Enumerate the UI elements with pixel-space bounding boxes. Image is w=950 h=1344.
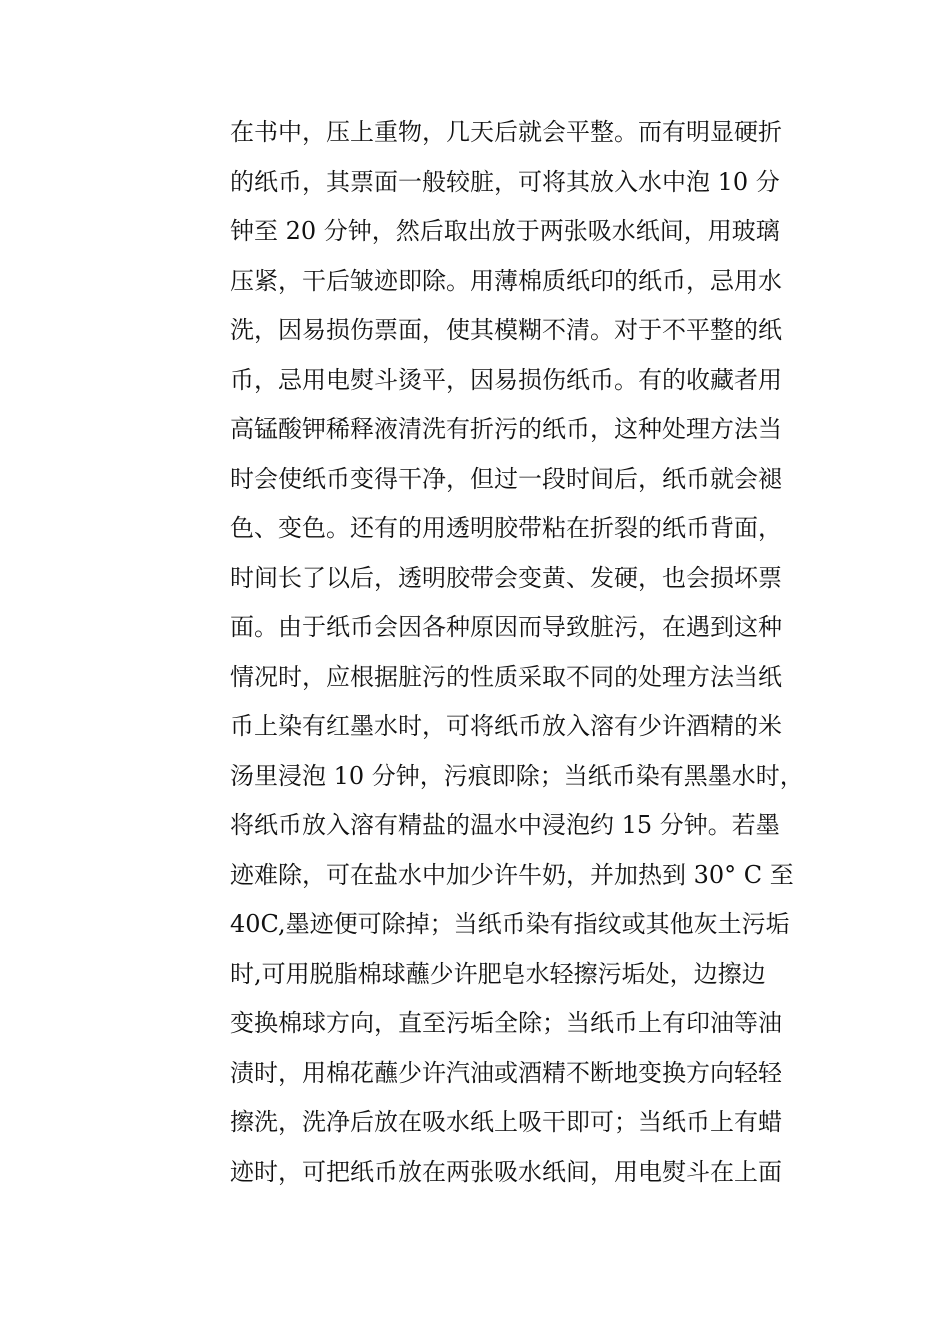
text-line-9: 色、变色。还有的用透明胶带粘在折裂的纸币背面， <box>230 514 782 542</box>
text-line-1: 在书中，压上重物，几天后就会平整。而有明显硬折 <box>230 118 782 146</box>
text-line-14: 汤里浸泡 10 分钟，污痕即除；当纸币染有黑墨水时， <box>230 761 804 790</box>
text-line-20: 渍时，用棉花蘸少许汽油或酒精不断地变换方向轻轻 <box>230 1058 782 1087</box>
text-line-4: 压紧，干后皱迹即除。用薄棉质纸印的纸币，忌用水 <box>230 266 782 295</box>
text-line-2: 的纸币，其票面一般较脏，可将其放入水中泡 10 分 <box>230 167 780 196</box>
text-line-15: 将纸币放入溶有精盐的温水中浸泡约 15 分钟。若墨 <box>230 811 780 839</box>
text-line-3: 钟至 20 分钟，然后取出放于两张吸水纸间，用玻璃 <box>230 217 780 245</box>
text-line-19: 变换棉球方向，直至污垢全除；当纸币上有印油等油 <box>230 1009 782 1037</box>
text-line-7: 高锰酸钾稀释液清洗有折污的纸币，这种处理方法当 <box>230 415 782 443</box>
text-line-17: 40C,墨迹便可除掉；当纸币染有指纹或其他灰土污垢 <box>230 910 790 938</box>
text-line-18: 时,可用脱脂棉球蘸少许肥皂水轻擦污垢处，边擦边 <box>230 959 766 988</box>
text-line-10: 时间长了以后，透明胶带会变黄、发硬，也会损坏票 <box>230 563 782 592</box>
text-line-16: 迹难除，可在盐水中加少许牛奶，并加热到 30° C 至 <box>230 860 794 889</box>
text-line-11: 面。由于纸币会因各种原因而导致脏污，在遇到这种 <box>230 613 782 641</box>
text-line-13: 币上染有红墨水时，可将纸币放入溶有少许酒精的米 <box>230 712 782 740</box>
body-text <box>230 108 830 1197</box>
text-line-6: 币，忌用电熨斗烫平，因易损伤纸币。有的收藏者用 <box>230 365 782 394</box>
text-line-22: 迹时，可把纸币放在两张吸水纸间，用电熨斗在上面 <box>230 1157 782 1186</box>
text-line-21: 擦洗，洗净后放在吸水纸上吸干即可；当纸币上有蜡 <box>230 1108 782 1136</box>
text-line-5: 洗，因易损伤票面，使其模糊不清。对于不平整的纸 <box>230 316 782 344</box>
text-line-8: 时会使纸币变得干净，但过一段时间后，纸币就会褪 <box>230 464 782 493</box>
text-line-12: 情况时，应根据脏污的性质采取不同的处理方法当纸 <box>230 662 782 691</box>
